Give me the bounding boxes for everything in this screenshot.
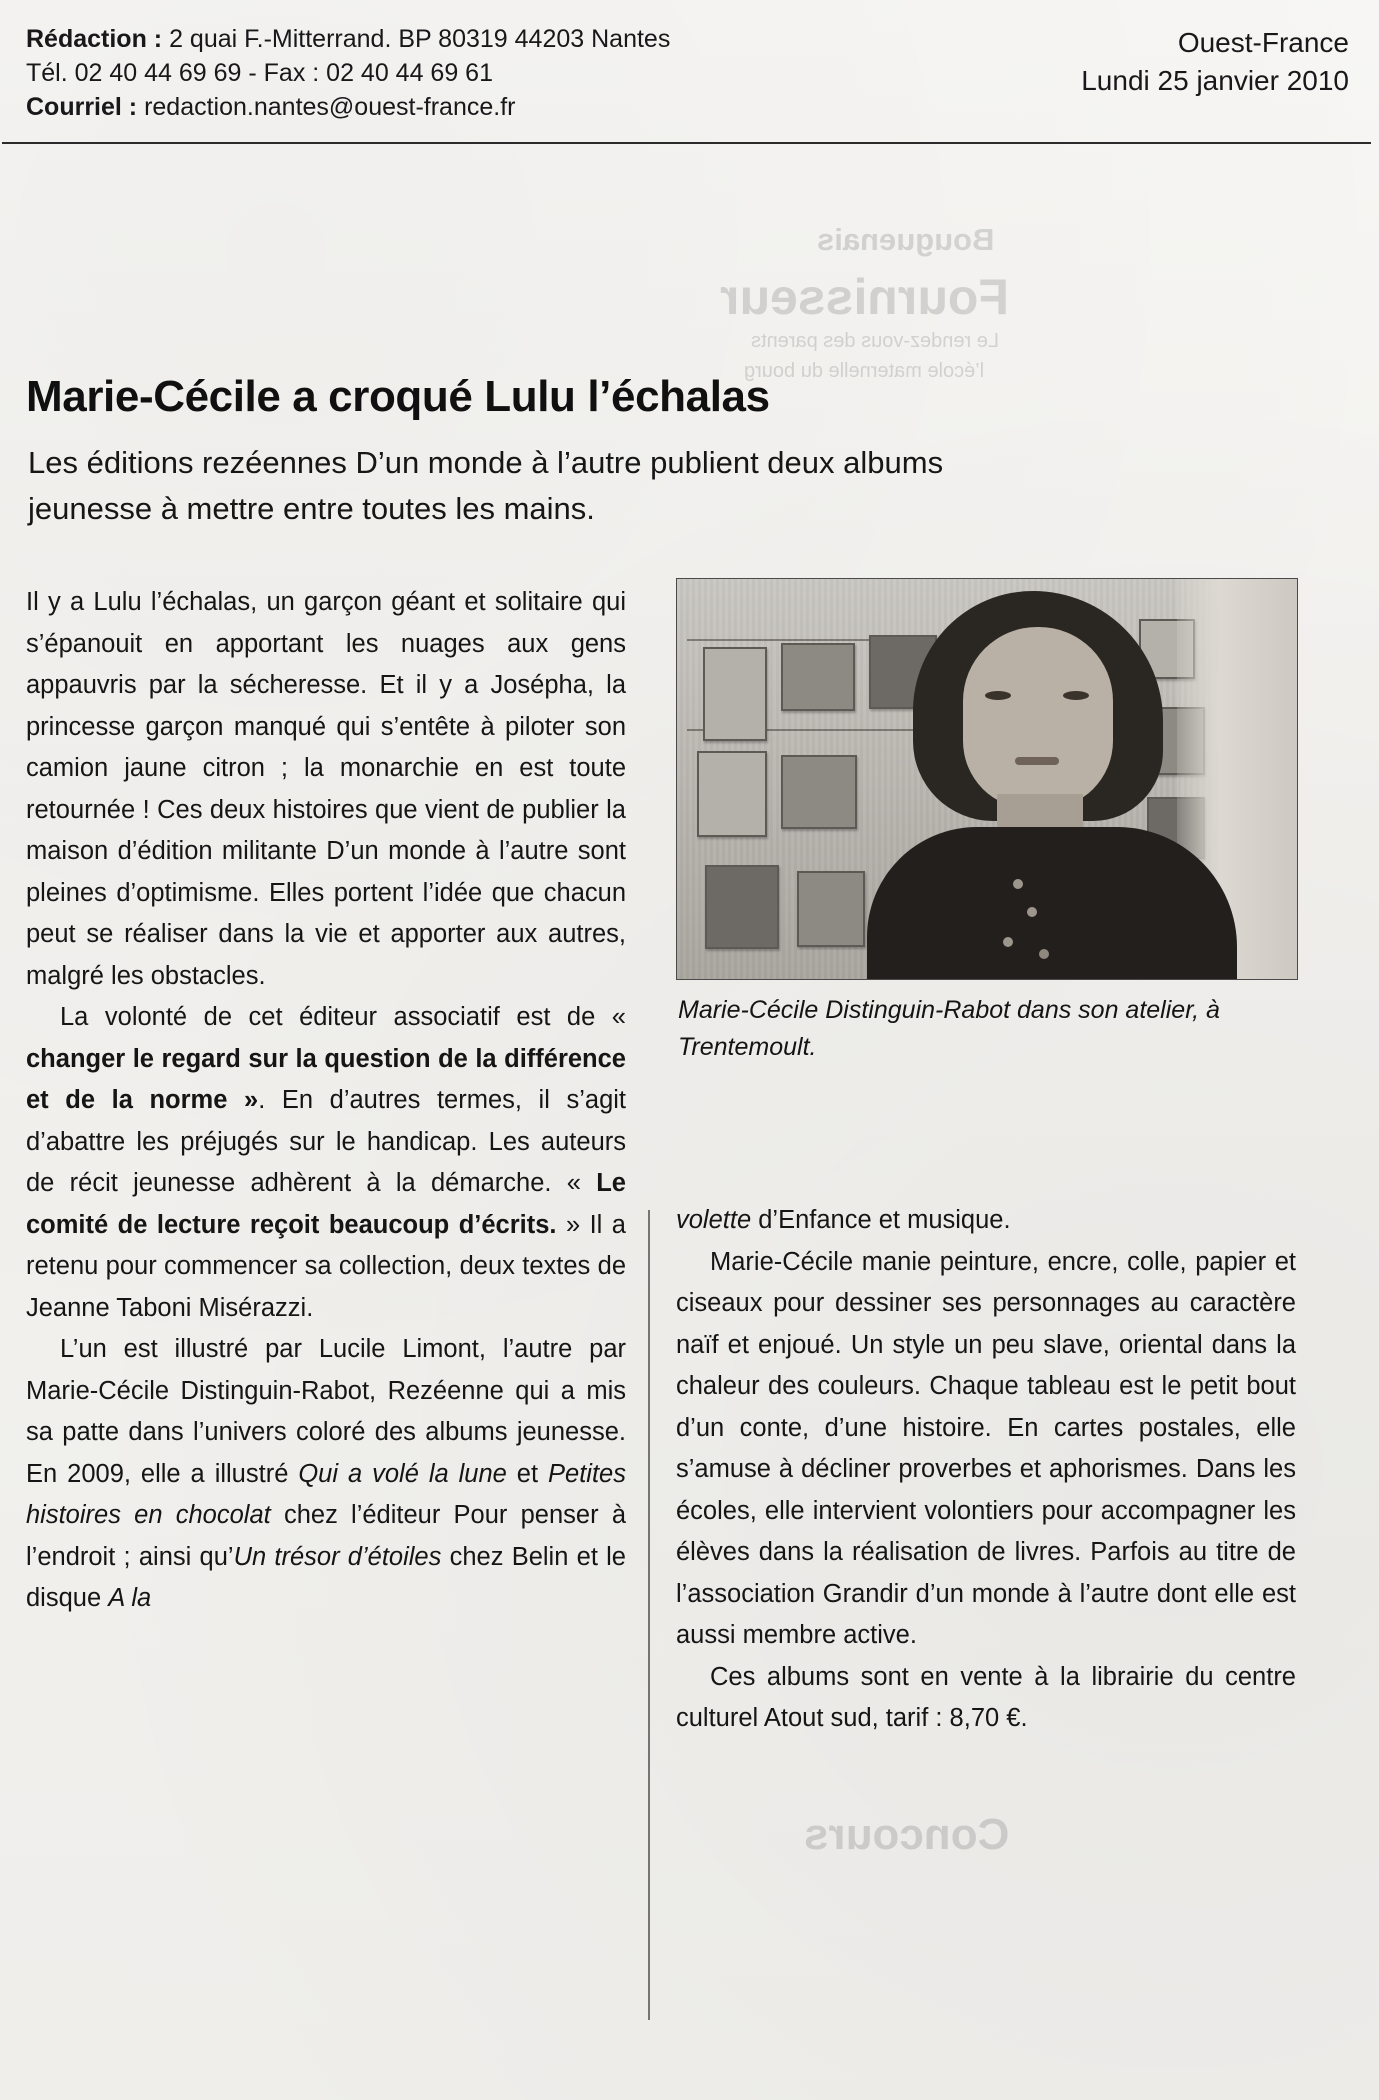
courriel-value: redaction.nantes@ouest-france.fr [137, 93, 516, 121]
text-run: La volonté de cet éditeur associatif est de « [60, 1003, 626, 1031]
text-run-bold: changer le regard sur la question de la différence et de la norme » [26, 1044, 626, 1114]
photo-artwork [781, 755, 857, 829]
article-photo [676, 578, 1298, 980]
text-run: L’un est illustré par Lucile Limont, l’autre par Marie-Cécile Distinguin-Rabot, Rezéenne qui a mis sa patte dans l’univers coloré des albums jeunesse. En 2009, elle a illustré [26, 1335, 626, 1488]
bleedthrough-text: Concours [803, 1810, 1009, 1859]
photo-artwork [703, 647, 767, 741]
paragraph: Ces albums sont en vente à la librairie du centre culturel Atout sud, tarif : 8,70 €. [676, 1662, 1296, 1732]
text-run-italic: Petites histoires en chocolat [26, 1459, 626, 1529]
photo-person-eye [1063, 691, 1089, 700]
courriel-label: Courriel : [26, 93, 138, 121]
text-run: chez l’éditeur Pour penser à l’endroit ; ainsi qu’ [26, 1501, 626, 1571]
text-run-italic: volette [676, 1206, 752, 1234]
bleedthrough-text: Le rendez-vous des parents [751, 330, 999, 352]
text-run: » Il a retenu pour commencer sa collection, deux textes de Jeanne Taboni Misérazzi. [26, 1210, 626, 1322]
text-run: d’Enfance et musique. [751, 1206, 1011, 1234]
text-run-italic: A la [108, 1584, 152, 1612]
bleedthrough-text: l’école maternelle du bourg [743, 360, 984, 382]
text-run-bold: Le comité de lecture reçoit beaucoup d’écrits. [26, 1169, 626, 1239]
masthead-divider [2, 142, 1371, 144]
bleedthrough-text: Bouguenais [816, 222, 994, 257]
paragraph: Marie-Cécile manie peinture, encre, colle, papier et ciseaux pour dessiner ses personnages au caractère naïf et enjoué. Un style un peu slave, oriental dans la chaleur des couleurs. Chaque tableau est le petit bout d’un conte, d’une histoire. En cartes postales, elle s’amuse à décliner proverbes et aphorismes. Dans les écoles, elle intervient volontiers pour accompagner les élèves dans la réalisation de livres. Parfois au titre de l’association Grandir d’un monde à l’autre dont elle est aussi membre active. [676, 1247, 1296, 1649]
publication-name: Ouest-France [1177, 27, 1349, 58]
text-run: chez Belin et le disque [26, 1542, 626, 1612]
text-run-italic: Qui a volé la lune [298, 1459, 507, 1488]
redaction-line [26, 22, 670, 56]
photo-person-eye [985, 691, 1011, 700]
text-run: et [506, 1459, 549, 1488]
photo-person-mouth [1015, 757, 1059, 765]
article-subhead: Les éditions rezéennes D’un monde à l’autre publient deux albums jeunesse à mettre entre toutes les mains. [28, 445, 944, 526]
text-run-italic: Un trésor d’étoiles [233, 1542, 442, 1571]
photo-person-buttons [1013, 879, 1023, 889]
masthead [26, 22, 1349, 124]
photo-artwork [705, 865, 779, 949]
text-run: . En d’autres termes, il s’agit d’abattre les préjugés sur le handicap. Les auteurs de récit jeunesse adhèrent à la démarche. « [26, 1086, 627, 1197]
page-title: Marie-Cécile a croqué Lulu l’échalas [26, 372, 770, 421]
photo-person-face [963, 627, 1113, 809]
publication-date: Lundi 25 janvier 2010 [1081, 65, 1349, 96]
photo-artwork [697, 751, 767, 837]
paragraph [26, 1329, 626, 1620]
column-divider [648, 1210, 650, 2020]
article-body-left [26, 582, 626, 1620]
article-body-right [676, 1200, 1296, 1740]
photo-caption: Marie-Cécile Distinguin-Rabot dans son atelier, à Trentemoult. [678, 996, 1220, 1061]
paragraph [26, 997, 626, 1329]
paragraph: Il y a Lulu l’échalas, un garçon géant et solitaire qui s’épanouit en apportant les nuages aux gens appauvris par la sécheresse. Et il y a Josépha, la princesse garçon manqué qui s’entête à piloter son camion jaune citron ; la monarchie en est toute retournée ! Ces deux histoires que vient de publier la maison d’édition militante D’un monde à l’autre sont pleines d’optimisme. Elles portent l’idée que chacun peut se réaliser dans la vie et apporter aux autres, malgré les obstacles. [26, 588, 626, 990]
paragraph [676, 1200, 1296, 1242]
redaction-value: 2 quai F.-Mitterrand. BP 80319 44203 Nantes [162, 25, 671, 53]
courriel-line [26, 90, 670, 124]
phone-line: Tél. 02 40 44 69 69 - Fax : 02 40 44 69 61 [26, 59, 493, 87]
bleedthrough-text: Fournisseur [720, 269, 1009, 325]
photo-person-body [867, 827, 1237, 980]
masthead-publication [1081, 24, 1349, 100]
photo-artwork [781, 643, 855, 711]
masthead-contact [26, 22, 670, 124]
photo-artwork [797, 871, 865, 947]
redaction-label: Rédaction : [26, 25, 163, 53]
